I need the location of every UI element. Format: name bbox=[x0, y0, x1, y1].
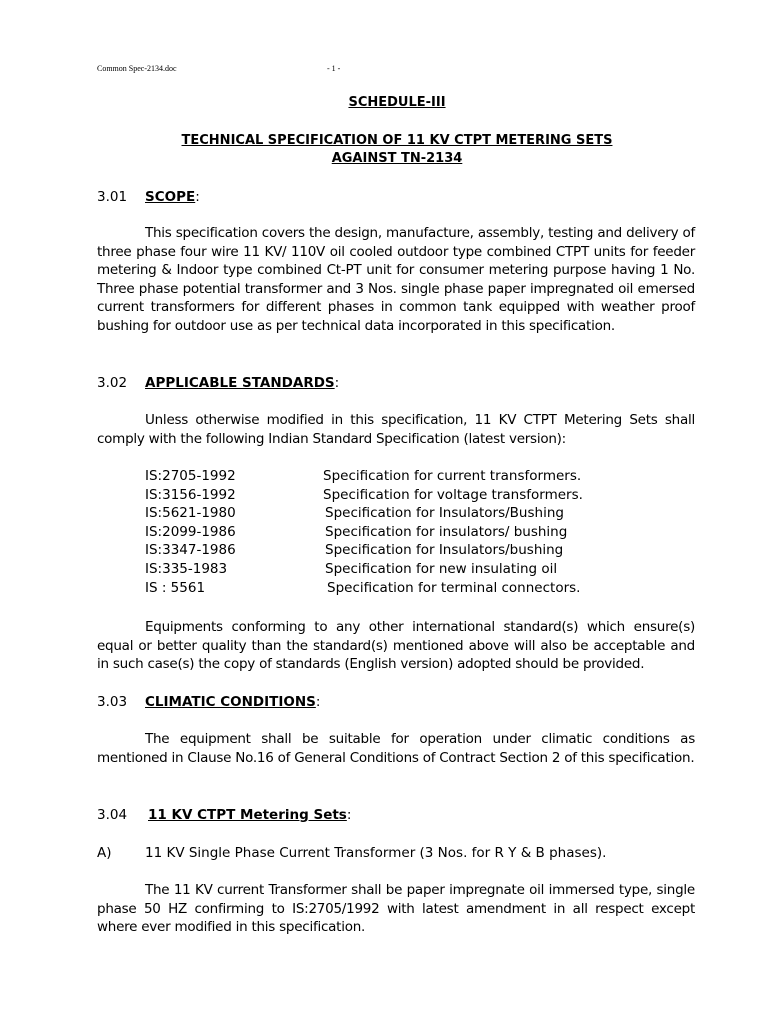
spec-title-line2: AGAINST TN-2134 bbox=[331, 151, 463, 166]
section-heading-standards bbox=[97, 374, 339, 392]
section-title: APPLICABLE STANDARDS bbox=[145, 375, 335, 391]
standard-description: Specification for Insulators/bushing bbox=[325, 542, 564, 559]
standard-code: IS:5621-1980 bbox=[145, 505, 236, 522]
standard-description: Specification for Insulators/Bushing bbox=[325, 505, 564, 522]
section-number: 3.01 bbox=[97, 189, 128, 205]
section-heading-metering-sets bbox=[97, 806, 351, 824]
standard-code: IS:3156-1992 bbox=[145, 486, 236, 503]
section-title: 11 KV CTPT Metering Sets bbox=[148, 807, 347, 823]
scope-paragraph: This specification covers the design, manufacture, assembly, testing and delivery of three phase four wire 11 KV/ 110V oil cooled outdoor type combined CTPT units for feeder metering & Indoor type combined Ct-PT unit for consumer metering purpose having 1 No. Three phase potential transformer and 3 Nos. single phase paper impregnated oil emersed current transformers for different phases in common tank equipped with weather proof bushing for outdoor use as per technical data incorporated in this specification. bbox=[97, 225, 695, 334]
standard-description: Specification for current transformers. bbox=[323, 468, 582, 484]
section-heading-scope bbox=[97, 188, 200, 206]
current-transformer-paragraph: The 11 KV current Transformer shall be paper impregnate oil immersed type, single phase 50 HZ confirming to IS:2705/1992 with latest amendment in all respect except where ever modified in this specification. bbox=[97, 882, 695, 936]
section-colon: : bbox=[346, 807, 352, 823]
standard-code: IS:3347-1986 bbox=[145, 542, 236, 559]
header-page-number: - 1 - bbox=[327, 64, 341, 73]
standard-code: IS:2705-1992 bbox=[145, 468, 236, 484]
standards-intro-paragraph: Unless otherwise modified in this specification, 11 KV CTPT Metering Sets shall comply with the following Indian Standard Specification (latest version): bbox=[97, 412, 695, 447]
schedule-title: SCHEDULE-III bbox=[348, 95, 446, 110]
section-title: SCOPE bbox=[145, 189, 196, 205]
climatic-paragraph: The equipment shall be suitable for operation under climatic conditions as mentioned in Clause No.16 of General Conditions of Contract Section 2 of this specification. bbox=[97, 731, 695, 766]
header-filename: Common Spec-2134.doc bbox=[97, 64, 177, 73]
standard-description: Specification for voltage transformers. bbox=[323, 486, 583, 503]
standard-code: IS : 5561 bbox=[145, 579, 206, 596]
section-colon: : bbox=[195, 189, 200, 205]
section-colon: : bbox=[315, 694, 321, 710]
section-title: CLIMATIC CONDITIONS bbox=[145, 694, 316, 710]
section-colon: : bbox=[334, 375, 340, 391]
standard-description: Specification for insulators/ bushing bbox=[325, 523, 568, 540]
standard-description: Specification for terminal connectors. bbox=[327, 579, 581, 596]
item-a bbox=[97, 844, 606, 862]
section-heading-climatic bbox=[97, 693, 320, 711]
standard-description: Specification for new insulating oil bbox=[325, 560, 558, 577]
item-a-label: A) bbox=[97, 845, 112, 861]
section-number: 3.02 bbox=[97, 375, 128, 391]
section-number: 3.03 bbox=[97, 694, 128, 710]
standard-code: IS:335-1983 bbox=[145, 560, 228, 577]
item-a-text: 11 KV Single Phase Current Transformer (3 Nos. for R Y & B phases). bbox=[145, 845, 607, 861]
spec-title-line1: TECHNICAL SPECIFICATION OF 11 KV CTPT METERING SETS bbox=[181, 133, 613, 148]
section-number: 3.04 bbox=[97, 807, 128, 823]
standards-closing-paragraph: Equipments conforming to any other international standard(s) which ensure(s) equal or better quality than the standard(s) mentioned above will also be acceptable and in such case(s) the copy of standards (English version) adopted should be provided. bbox=[97, 619, 695, 673]
standard-code: IS:2099-1986 bbox=[145, 523, 236, 540]
